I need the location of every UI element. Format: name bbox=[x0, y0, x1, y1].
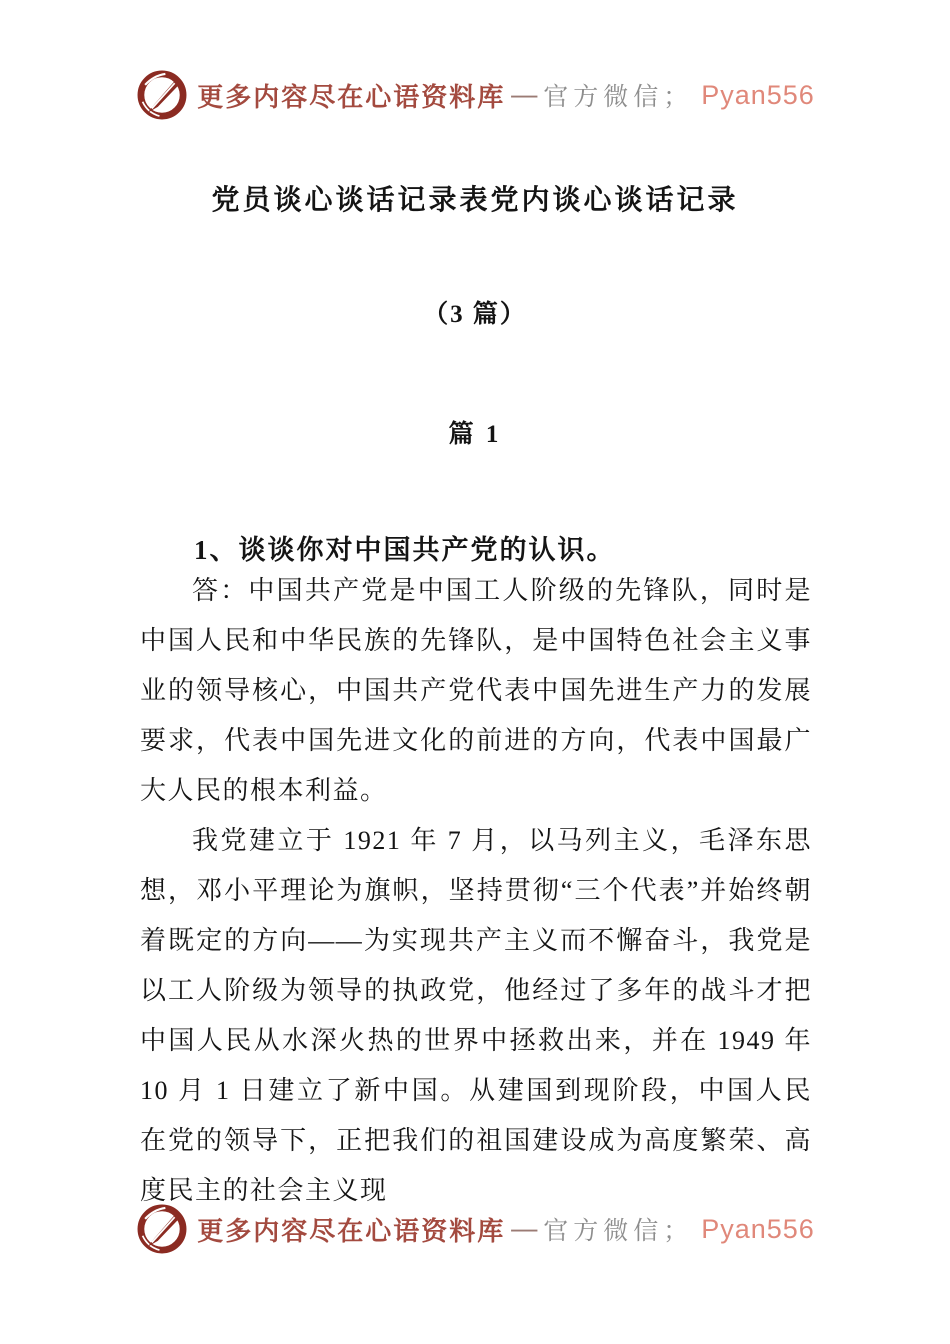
wechat-id: Pyan556 bbox=[701, 1213, 815, 1244]
brand-text: 更多内容尽在心语资料库 bbox=[197, 82, 506, 112]
count-note: （3 篇） bbox=[423, 301, 527, 328]
wechat-id: Pyan556 bbox=[701, 79, 815, 110]
body-paragraph: 答：中国共产党是中国工人阶级的先锋队，同时是中国人民和中华民族的先锋队，是中国特色社会主义事业的领导核心，中国共产党代表中国先进生产力的发展要求，代表中国先进文化的前进的方向，代表中国最广大人民的根本利益。 bbox=[140, 576, 812, 805]
brand-text: 更多内容尽在心语资料库 bbox=[197, 1216, 506, 1246]
question-heading: 1、谈谈你对中国共产党的认识。 bbox=[194, 535, 616, 565]
wechat-label: 官方微信； bbox=[543, 84, 694, 111]
pen-circle-logo-icon bbox=[135, 1202, 189, 1256]
wechat-label: 官方微信； bbox=[543, 1218, 694, 1245]
section-label: 篇 1 bbox=[448, 421, 502, 448]
document-title: 党员谈心谈话记录表党内谈心谈话记录 bbox=[211, 185, 739, 216]
body-text bbox=[140, 566, 812, 1216]
pen-circle-logo-icon bbox=[135, 68, 189, 122]
header-brand bbox=[0, 64, 950, 126]
brand-dash: — bbox=[511, 1214, 538, 1243]
brand-dash: — bbox=[511, 80, 538, 109]
footer-brand bbox=[0, 1198, 950, 1260]
body-paragraph: 我党建立于 1921 年 7 月，以马列主义，毛泽东思想，邓小平理论为旗帜，坚持贯彻“三个代表”并始终朝着既定的方向——为实现共产主义而不懈奋斗，我党是以工人阶级为领导的执政党，他经过了多年的战斗才把中国人民从水深火热的世界中拯救出来，并在 1949 年 10 月 1 日建立了新中国。从建国到现阶段，中国人民在党的领导下，正把我们的祖国建设成为高度繁荣、高度民主的社会主义现 bbox=[140, 826, 812, 1205]
